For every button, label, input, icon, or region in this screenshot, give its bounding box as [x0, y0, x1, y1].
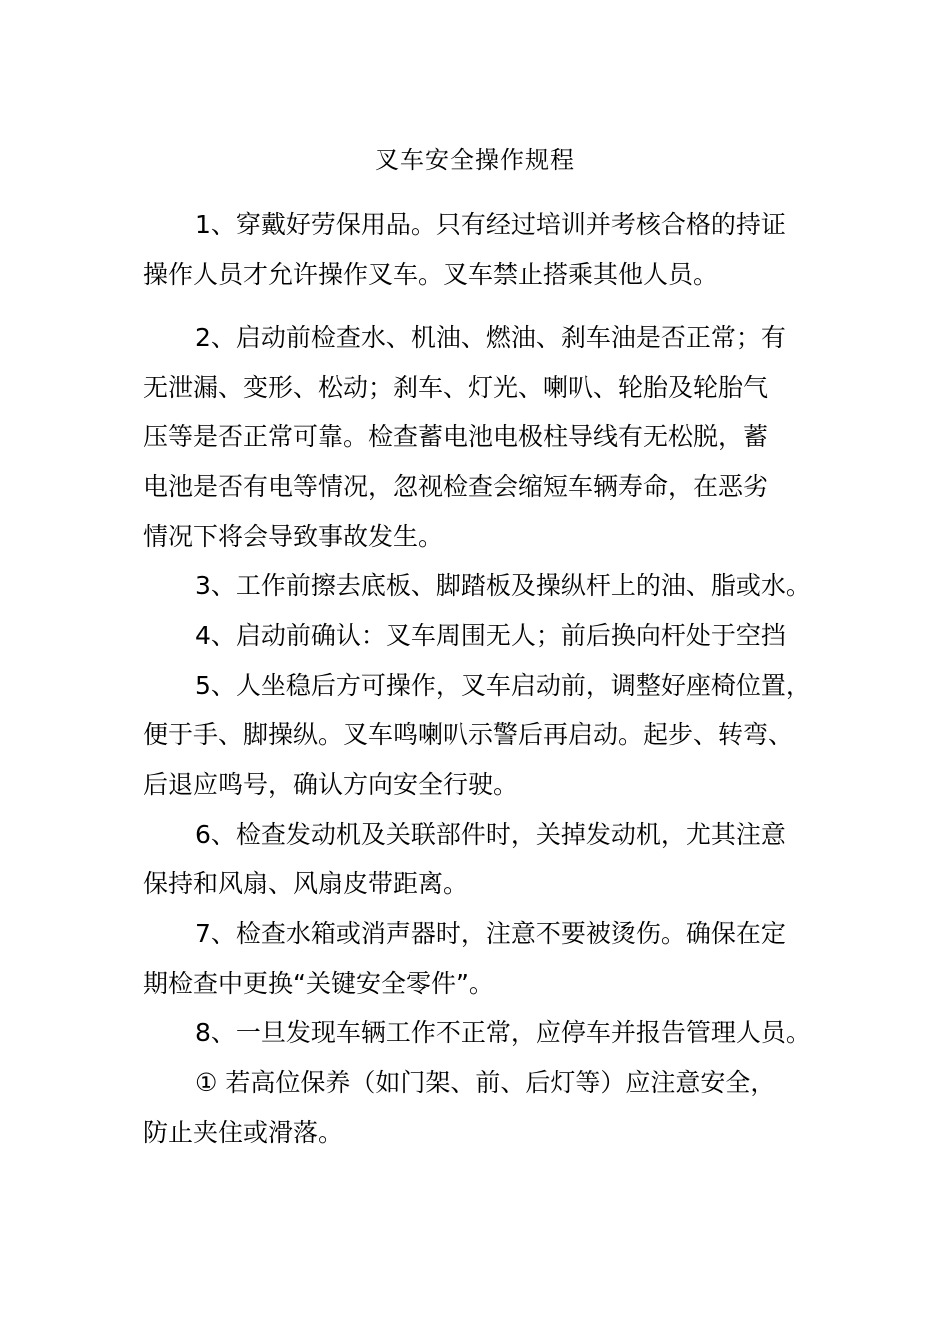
paragraph-5-line-1: 5、人坐稳后方可操作，叉车启动前，调整好座椅位置， [195, 671, 811, 700]
paragraph-2-line-1: 2、启动前检查水、机油、燃油、刹车油是否正常；有 [195, 323, 786, 352]
paragraph-4-line-1: 4、启动前确认：叉车周围无人；前后换向杆处于空挡 [195, 621, 786, 650]
paragraph-1-line-2: 操作人员才允许操作叉车。叉车禁止搭乘其他人员。 [143, 260, 719, 289]
paragraph-5-line-2: 便于手、脚操纵。叉车鸣喇叭示警后再启动。起步、转弯、 [143, 720, 794, 749]
paragraph-9-line-1: ① 若高位保养（如门架、前、后灯等）应注意安全， [195, 1068, 776, 1097]
paragraph-2-line-3: 压等是否正常可靠。检查蓄电池电极柱导线有无松脱，蓄 [143, 422, 769, 451]
paragraph-6-line-1: 6、检查发动机及关联部件时，关掉发动机，尤其注意 [195, 820, 786, 849]
paragraph-7-line-2: 期检查中更换“关键安全零件”。 [143, 969, 494, 998]
paragraph-9-line-2: 防止夹住或滑落。 [143, 1118, 344, 1147]
paragraph-6-line-2: 保持和风扇、风扇皮带距离。 [143, 869, 469, 898]
paragraph-1-line-1: 1、穿戴好劳保用品。只有经过培训并考核合格的持证 [195, 210, 786, 239]
paragraph-8-line-1: 8、一旦发现车辆工作不正常，应停车并报告管理人员。 [195, 1018, 811, 1047]
paragraph-7-line-1: 7、检查水箱或消声器时，注意不要被烫伤。确保在定 [195, 919, 786, 948]
paragraph-3-line-1: 3、工作前擦去底板、脚踏板及操纵杆上的油、脂或水。 [195, 571, 811, 600]
paragraph-2-line-2: 无泄漏、变形、松动；刹车、灯光、喇叭、轮胎及轮胎气 [143, 373, 769, 402]
paragraph-2-line-4: 电池是否有电等情况，忽视检查会缩短车辆寿命，在恶劣 [143, 472, 769, 501]
paragraph-2-line-5: 情况下将会导致事故发生。 [143, 522, 444, 551]
document-title: 叉车安全操作规程 [375, 146, 575, 174]
paragraph-5-line-3: 后退应鸣号，确认方向安全行驶。 [143, 770, 519, 799]
